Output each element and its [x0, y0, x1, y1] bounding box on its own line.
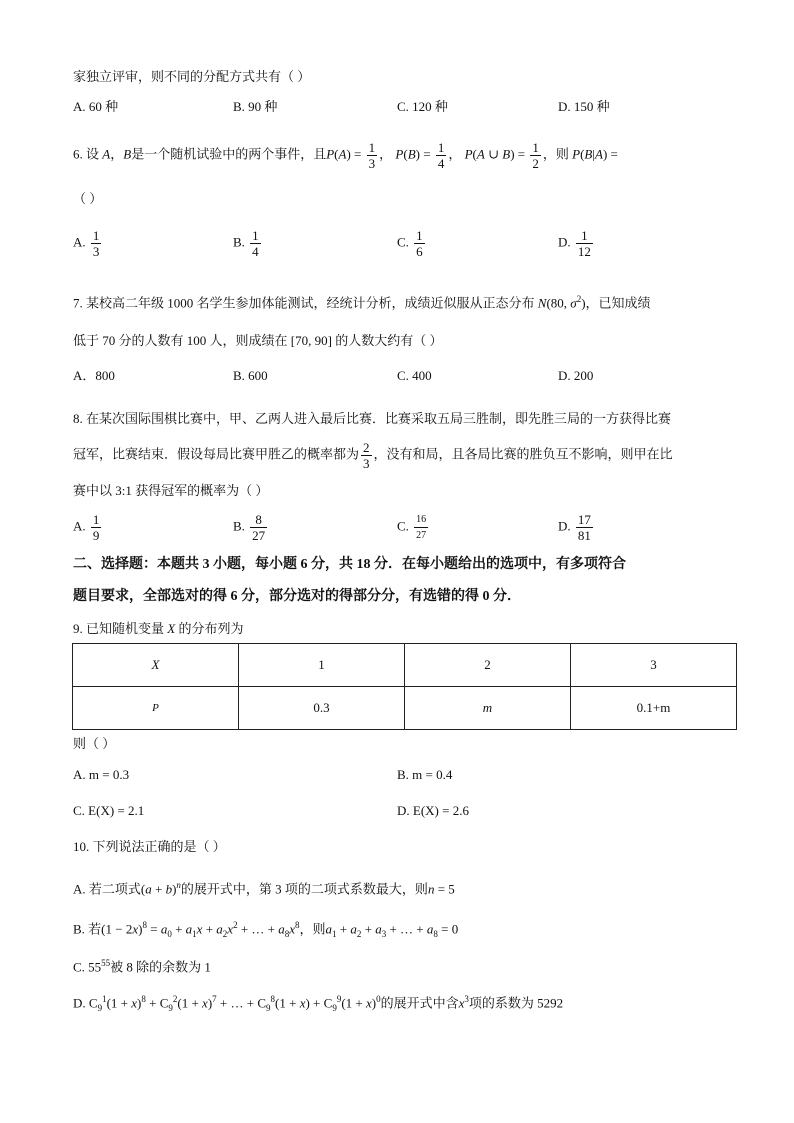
table-cell: 0.1+m [571, 687, 737, 730]
q10-stem: 10. 下列说法正确的是（ ） [73, 839, 226, 854]
table-row [73, 687, 737, 730]
q10-option-a: A. 若二项式$(a + b)^n$的展开式中，第 3 项的二项式系数最大，则n = 5 [73, 880, 455, 897]
q5-tail: 家独立评审，则不同的分配方式共有（ ） [73, 69, 311, 84]
table-cell: m [405, 687, 571, 730]
q8-option-c: C. $\frac{16}{27}$ [397, 514, 427, 541]
table-cell: 1 [239, 644, 405, 687]
table-cell: 0.3 [239, 687, 405, 730]
table-cell: P [73, 687, 239, 730]
q7-option-c: C. 400 [397, 368, 432, 383]
q7-line1: 7. 某校高二年级 1000 名学生参加体能测试，经统计分析，成绩近似服从正态分布 N(80, $\sigma^2$)，已知成绩 [73, 294, 651, 311]
q6-frac-pb: $\frac{1}{4}$ [437, 140, 445, 171]
q5-option-c: C. 120 种 [397, 99, 448, 114]
table-cell: 3 [571, 644, 737, 687]
q7-option-b: B. 600 [233, 368, 268, 383]
q10-option-d: D. $C_9^1(1 + x)^8 + C_9^2(1 + x)^7$ + … + $C_9^8(1 + x) + C_9^9(1 + x)^0$的展开式中含$x^3$项的系数为 5292 [73, 994, 564, 1013]
q8-line2: 冠军，比赛结束．假设每局比赛甲胜乙的概率都为 $\frac{2}{3}$ ，没有和局，且各局比赛的胜负互不影响，则甲在比 [73, 440, 673, 471]
q7-line2: 低于 70 分的人数有 100 人，则成绩在 [70, 90] 的人数大约有（ ） [73, 333, 443, 348]
q8-option-d: D. $\frac{17}{81}$ [558, 512, 591, 543]
q9-then: 则（ ） [73, 736, 116, 751]
q9-option-b: B. m = 0.4 [397, 767, 453, 782]
section2-line2: 题目要求，全部选对的得 6 分，部分选对的得部分分，有选错的得 0 分． [73, 589, 521, 604]
q6-option-a: A. $\frac{1}{3}$ [73, 228, 100, 259]
q8-line3: 赛中以 3:1 获得冠军的概率为（ ） [73, 483, 269, 498]
table-cell: X [73, 644, 239, 687]
q8-option-b: B. $\frac{8}{27}$ [233, 512, 266, 543]
table-row [73, 644, 737, 687]
distribution-table [72, 643, 737, 730]
q8-line1: 8. 在某次国际围棋比赛中，甲、乙两人进入最后比赛．比赛采取五局三胜制，即先胜三局的一方获得比赛 [73, 411, 672, 426]
q6-frac-paub: $\frac{1}{2}$ [532, 140, 539, 171]
q6-stem: 6. 设 A，B是一个随机试验中的两个事件，且P(A) = $\frac{1}{3}$ ， P(B) = $\frac{1}{4}$ ， P(A ∪ B) = $\frac{1}{2}$ ，则 P(B|A) = [73, 140, 618, 171]
q6-frac-pa: $\frac{1}{3}$ [368, 140, 376, 171]
q6-option-d: D. $\frac{1}{12}$ [558, 228, 591, 259]
q10-option-c: C. $55^{55}$被 8 除的余数为 1 [73, 958, 211, 975]
q7-option-a: A．800 [73, 368, 115, 383]
section2-line1: 二、选择题：本题共 3 小题，每小题 6 分，共 18 分．在每小题给出的选项中，有多项符合 [73, 557, 626, 572]
q9-option-d: D. E(X) = 2.6 [397, 803, 469, 818]
q9-option-a: A. m = 0.3 [73, 767, 130, 782]
q9-option-c: C. E(X) = 2.1 [73, 803, 145, 818]
q6-paren: （ ） [73, 191, 103, 206]
q8-option-a: A. $\frac{1}{9}$ [73, 512, 100, 543]
q8-frac: $\frac{2}{3}$ [363, 440, 370, 471]
q5-option-b: B. 90 种 [233, 99, 278, 114]
table-cell: 2 [405, 644, 571, 687]
q5-option-a: A. 60 种 [73, 99, 119, 114]
q9-stem: 9. 已知随机变量 X 的分布列为 [73, 621, 244, 636]
q10-option-b: B. 若$(1 - 2x)^8 = a_0 + a_1x + a_2x^2$ + … + $a_8x^8$，则$a_1 + a_2 + a_3$ + … + $a_8 = 0$ [73, 920, 459, 939]
q6-option-c: C. $\frac{1}{6}$ [397, 228, 423, 259]
q5-option-d: D. 150 种 [558, 99, 610, 114]
q7-option-d: D. 200 [558, 368, 594, 383]
q6-option-b: B. $\frac{1}{4}$ [233, 228, 259, 259]
